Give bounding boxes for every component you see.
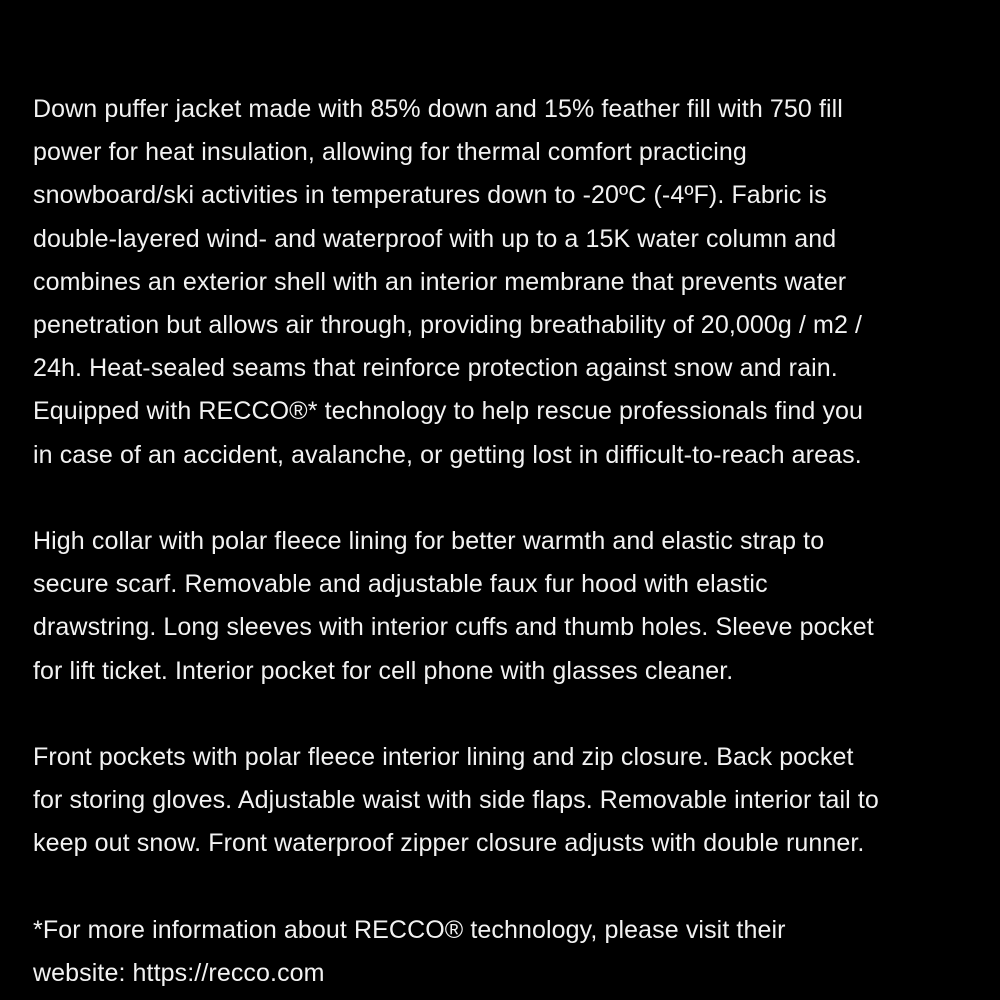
description-paragraph-collar-hood: High collar with polar fleece lining for better warmth and elastic strap to secure scarf. Removable and adjustable faux fur hood with elastic drawstring. Long sleeves with interior cuffs and thumb holes. Sleeve pocket for lift ticket. Interior pocket for cell phone with glasses cleaner.: [33, 527, 874, 685]
description-paragraph-insulation: Down puffer jacket made with 85% down and 15% feather fill with 750 fill power for heat insulation, allowing for thermal comfort practicing snowboard/ski activities in temperatures down to -20ºC (-4ºF). Fabric is double-layered wind- and waterproof with up to a 15K water column and combines an exterior shell with an interior membrane that prevents water penetration but allows air through, providing breathability of 20,000g / m2 / 24h. Heat-sealed seams that reinforce protection against snow and rain. Equipped with RECCO®* technology to help rescue professionals find you in case of an accident, avalanche, or getting lost in difficult-to-reach areas.: [33, 95, 864, 469]
description-paragraph-pockets: Front pockets with polar fleece interior lining and zip closure. Back pocket for storing gloves. Adjustable waist with side flaps. Removable interior tail to keep out snow. Front waterproof zipper closure adjusts with double runner.: [33, 743, 879, 858]
description-paragraph-recco-note: *For more information about RECCO® technology, please visit their website: https://recco.com: [33, 916, 786, 988]
